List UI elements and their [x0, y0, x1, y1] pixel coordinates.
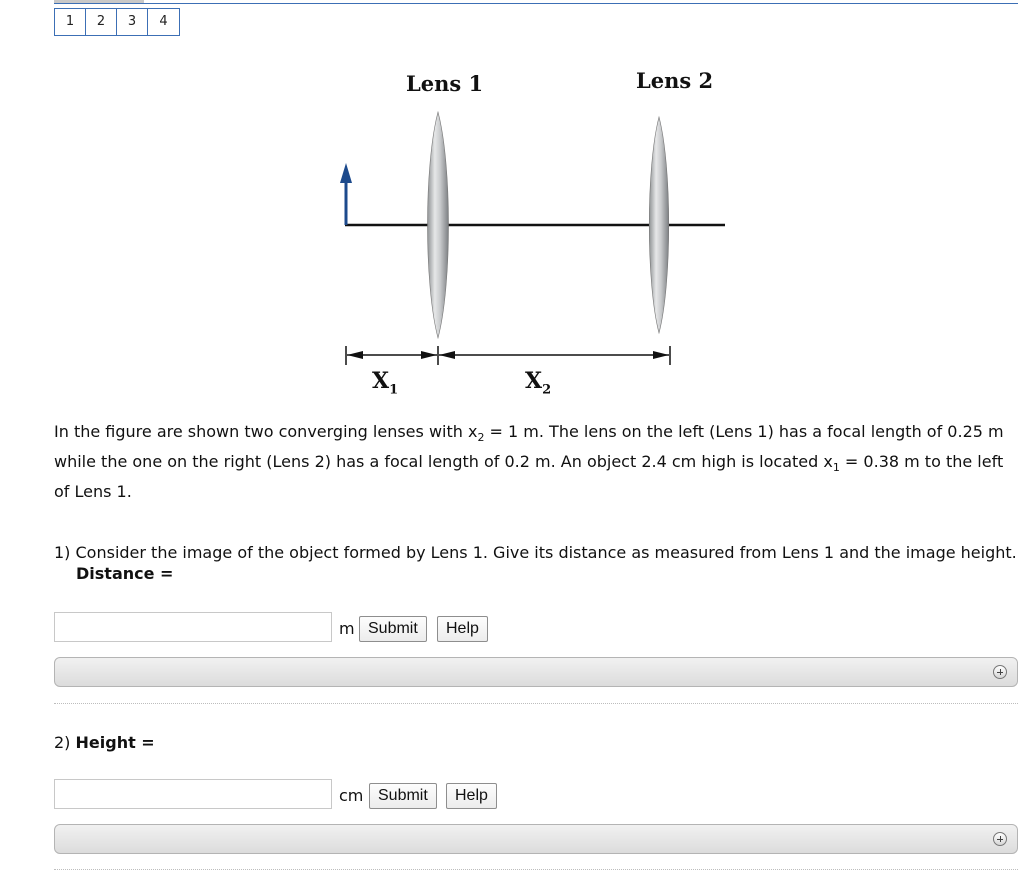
lens-1-label: Lens 1 — [406, 71, 484, 96]
question-2-prompt — [54, 732, 155, 753]
lens-2-label: Lens 2 — [636, 68, 714, 93]
height-unit: cm — [339, 786, 364, 805]
page-2-button[interactable]: 2 — [86, 9, 117, 35]
question-1-label: Distance = — [76, 564, 174, 583]
distance-help-button[interactable]: Help — [437, 616, 488, 642]
question-2-label: Height = — [75, 733, 155, 752]
height-input[interactable] — [54, 779, 332, 809]
question-1-prompt — [54, 542, 1020, 584]
distance-unit: m — [339, 619, 355, 638]
object-arrow — [340, 163, 352, 225]
question-2-number: 2) — [54, 733, 71, 752]
height-help-button[interactable]: Help — [446, 783, 497, 809]
expand-plus-icon[interactable] — [993, 665, 1007, 679]
lens-2 — [649, 117, 669, 333]
question-divider — [54, 703, 1018, 704]
question-2-expand-bar[interactable] — [54, 824, 1018, 854]
x2-label: $X_2$ — [525, 368, 552, 398]
x1-dimension — [346, 346, 438, 365]
x2-dimension — [439, 346, 670, 365]
bottom-divider — [54, 869, 1018, 870]
height-submit-button[interactable]: Submit — [369, 783, 437, 809]
lens-1 — [428, 112, 449, 338]
lens-figure — [300, 55, 760, 405]
question-1-expand-bar[interactable] — [54, 657, 1018, 687]
page-1-button[interactable]: 1 — [55, 9, 86, 35]
page-3-button[interactable]: 3 — [117, 9, 148, 35]
x1-label: $X_1$ — [372, 368, 399, 398]
lens-diagram — [300, 55, 760, 405]
problem-statement: In the figure are shown two converging lenses with $x_2 = 1$ m. The lens on the left (Lens 1) has a focal length of 0.25 m while the one on the right (Lens 2) has a focal length of 0.2 m. An object 2.4 cm high is located $x_1 = 0.38$ m to the left of Lens 1. — [54, 422, 1004, 502]
page-4-button[interactable]: 4 — [159, 14, 168, 29]
distance-input[interactable] — [54, 612, 332, 642]
question-1-text: 1) Consider the image of the object formed by Lens 1. Give its distance as measured from Lens 1 and the image height. — [54, 543, 1017, 562]
expand-plus-icon[interactable] — [993, 832, 1007, 846]
distance-submit-button[interactable]: Submit — [359, 616, 427, 642]
page-selector — [54, 8, 180, 36]
top-rule — [54, 3, 1018, 4]
